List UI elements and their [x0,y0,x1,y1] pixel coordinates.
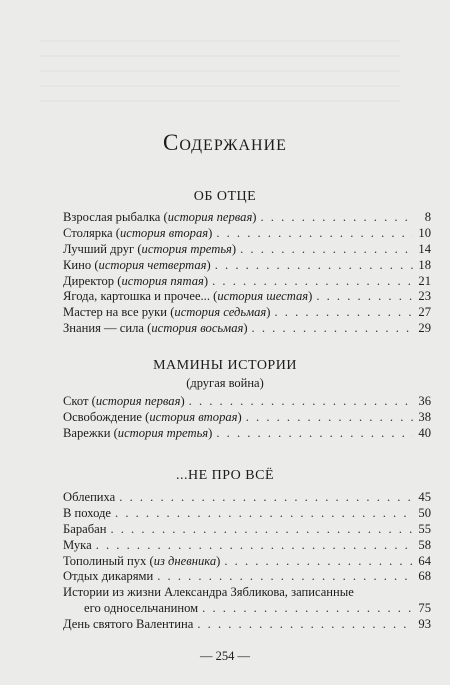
dot-leader [110,522,413,538]
toc-entry-title: Отдых дикарями [63,569,154,584]
toc-entry-title: Лучший друг [63,241,135,256]
toc-entry [63,210,431,226]
toc-page-number: 21 [418,273,431,288]
dot-leader [224,554,413,570]
section-heading-1: ОБ ОТЦЕ [193,189,257,204]
toc-entry [63,242,431,258]
toc-entry-note: история пятая [121,273,204,288]
dot-leader [246,410,413,426]
page-title: Содержание [163,130,287,155]
toc-entry [63,289,431,305]
toc-entry-label: Освобождение (история вторая) [63,409,242,424]
toc-entry-title: Взрослая рыбалка [63,209,161,224]
dot-leader [252,321,413,337]
toc-entry-title: День святого Валентина [63,617,194,632]
toc-entry [63,538,431,554]
page-number: — 254 — [200,649,250,663]
toc-entry-label: Знания — сила (история восьмая) [63,321,248,336]
toc-entry-title: Ягода, картошка и прочее... [63,289,210,304]
dot-leader [261,210,414,226]
dot-leader [197,617,413,633]
toc-entry [63,274,431,290]
toc-entry-title: В походе [63,505,112,520]
toc-entry-note: история шестая [217,289,309,304]
toc-entry-note: история седьмая [174,305,267,320]
dot-leader [115,506,413,522]
toc-entry-title: Директор [63,273,115,288]
toc-entry-label [63,506,111,522]
toc-entry [63,321,431,337]
toc-entry [63,554,431,570]
toc-section-1 [63,210,431,337]
dot-leader [316,289,413,305]
toc-entry-title: Варежки [63,425,111,440]
toc-page-number: 23 [418,289,431,304]
toc-entry-title: Тополиный пух [63,553,147,568]
toc-page-number: 14 [418,241,431,256]
toc-entry [63,258,431,274]
toc-page-number: 50 [418,505,431,520]
toc-entry-note: история вторая [119,225,209,240]
toc-entry-label [63,538,92,554]
toc-page-number: 93 [418,617,431,632]
toc-page-number: 40 [418,425,431,440]
toc-entry-note: история вторая [149,409,238,424]
toc-entry-title: Мастер на все руки [63,305,168,320]
toc-entry-title: Барабан [63,521,107,536]
toc-page-number: 10 [418,225,431,240]
toc-page-number: 68 [418,569,431,584]
toc-entry-note: история четвертая [98,257,207,272]
toc-entry-label [63,569,153,585]
toc-entry-label [63,522,106,538]
toc-entry-label: Лучший друг (история третья) [63,241,237,256]
section-subheading-2: (другая война) [186,376,264,390]
toc-entry-title: Облепиха [63,489,116,504]
dot-leader [202,601,413,617]
dot-leader [215,258,413,274]
toc-entry-label: Скот (история первая) [63,393,185,408]
toc-entry-line2 [63,601,431,617]
toc-entry-title: Истории из жизни Александра Зябликова, записанные [63,585,354,600]
toc-entry-note: история третья [117,425,209,440]
toc-page-number: 8 [424,209,431,224]
toc-page-number: 58 [418,537,431,552]
toc-section-3 [63,490,431,633]
toc-entry [63,617,431,633]
toc-entry-title-cont: его односельчанином [84,601,199,616]
toc-entry [63,569,431,585]
toc-entry-title: Кино [63,257,92,272]
toc-entry [63,522,431,538]
section-heading-2: МАМИНЫ ИСТОРИИ [153,358,297,373]
toc-entry-label: Варежки (история третья) [63,425,213,440]
toc-entry [63,226,431,242]
toc-entry [63,426,431,442]
dot-leader [119,490,413,506]
toc-entry-title: Скот [63,393,89,408]
toc-entry-title: Освобождение [63,409,142,424]
toc-entry [63,410,431,426]
toc-entry [63,305,431,321]
toc-entry-label [63,490,115,506]
toc-entry-label: Кино (история четвертая) [63,257,211,272]
dot-leader [216,226,413,242]
dot-leader [240,242,413,258]
toc-entry-label: Столярка (история вторая) [63,225,213,240]
toc-page-number: 36 [418,393,431,408]
toc-entry-title: Знания — сила [63,321,145,336]
toc-entry-note: история первая [167,209,253,224]
toc-entry-label: Ягода, картошка и прочее... (история шестая) [63,289,313,304]
toc-entry-label [63,617,193,633]
toc-entry-label: Взрослая рыбалка (история первая) [63,209,257,224]
toc-entry-note: из дневника [153,553,217,568]
toc-entry-note: история третья [141,241,232,256]
show-through-text [40,40,400,115]
toc-entry-note: история первая [95,393,181,408]
toc-entry-title: Столярка [63,225,113,240]
toc-page-number: 29 [418,321,431,336]
toc-entry-note: история восьмая [151,321,244,336]
dot-leader [212,274,413,290]
section-heading-3: ...НЕ ПРО ВСЁ [175,468,275,483]
toc-page-number: 45 [418,489,431,504]
toc-page-number: 75 [418,601,431,616]
dot-leader [216,426,413,442]
toc-entry-label: Тополиный пух (из дневника) [63,553,221,568]
dot-leader [157,569,413,585]
toc-entry-label: Директор (история пятая) [63,273,209,288]
dot-leader [189,394,413,410]
toc-entry [63,506,431,522]
toc-entry [63,394,431,410]
toc-entry [63,585,431,617]
toc-entry-label: Мастер на все руки (история седьмая) [63,305,271,320]
toc-section-2 [63,394,431,442]
dot-leader [274,305,413,321]
toc-page-number: 18 [418,257,431,272]
toc-entry-title: Мука [63,537,92,552]
dot-leader [96,538,413,554]
toc-page-number: 38 [418,409,431,424]
toc-page-number: 64 [418,553,431,568]
toc-page-number: 27 [418,305,431,320]
toc-entry [63,490,431,506]
toc-page-number: 55 [418,521,431,536]
